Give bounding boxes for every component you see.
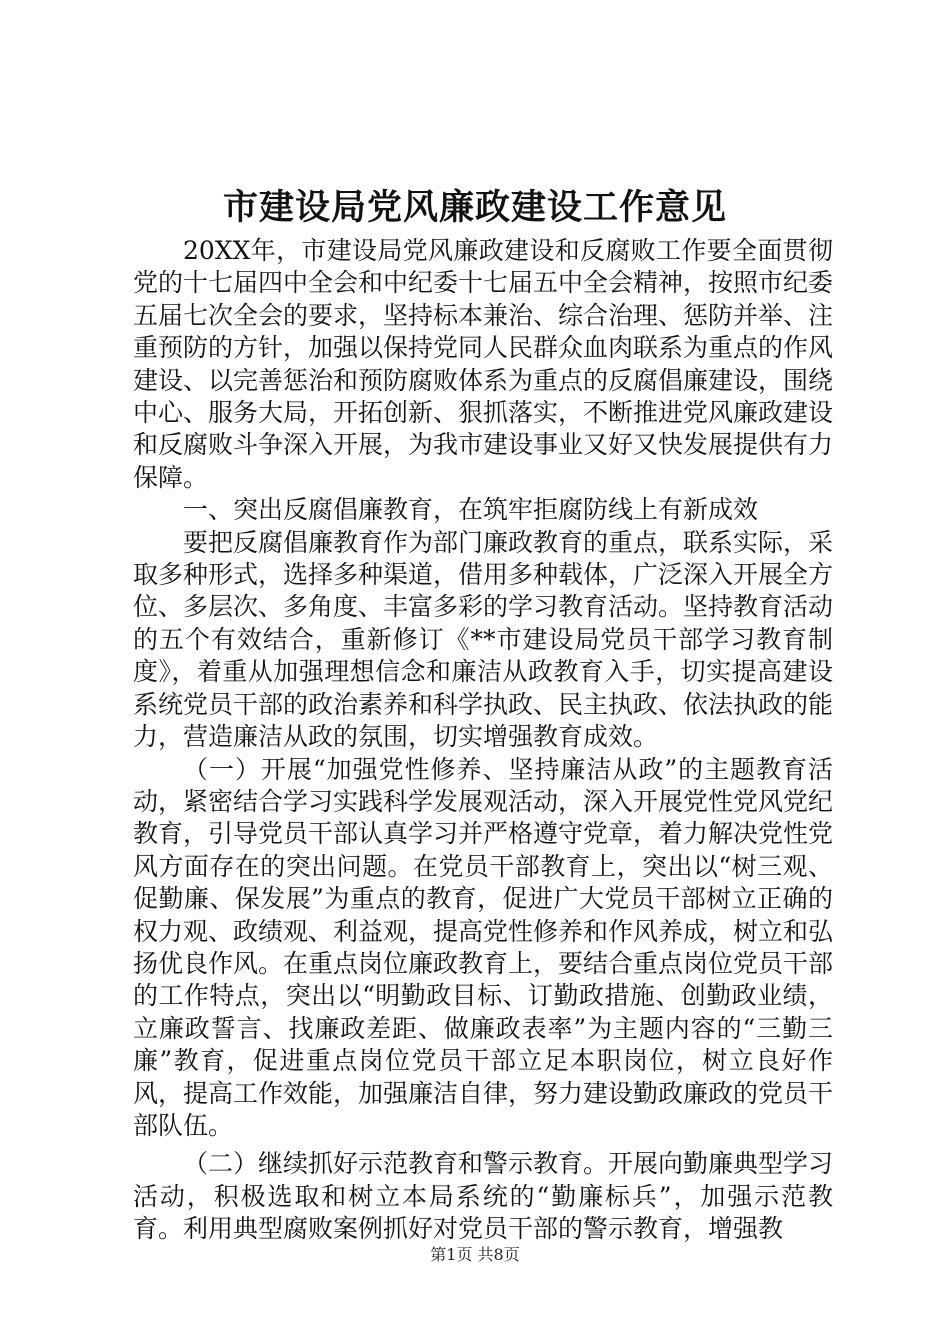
section-heading-1: 一、突出反腐倡廉教育，在筑牢拒腐防线上有新成效	[183, 495, 759, 525]
intro-paragraph: 20XX年，市建设局党风廉政建设和反腐败工作要全面贯彻党的十七届四中全会和中纪委十七届五中全会精神，按照市纪委五届七次全会的要求，坚持标本兼治、综合治理、惩防并举、注重预防的方针，加强以保持党同人民群众血肉联系为重点的作风建设、以完善惩治和预防腐败体系为重点的反腐倡廉建设，围绕中心、服务大局，开拓创新、狠抓落实，不断推进党风廉政建设和反腐败斗争深入开展，为我市建设事业又好又快发展提供有力保障。	[133, 236, 834, 492]
subsection-2-paragraph: （二）继续抓好示范教育和警示教育。开展向勤廉典型学习活动，积极选取和树立本局系统的“勤廉标兵”，加强示范教育。利用典型腐败案例抓好对党员干部的警示教育，增强教	[133, 1149, 834, 1244]
page-number-footer: 第1页 共8页	[430, 1245, 520, 1264]
document-title: 市建设局党风廉政建设工作意见	[222, 187, 727, 228]
subsection-1-paragraph: （一）开展“加强党性修养、坚持廉洁从政”的主题教育活动，紧密结合学习实践科学发展观活动，深入开展党性党风党纪教育，引导党员干部认真学习并严格遵守党章，着力解决党性党风方面存在的突出问题。在党员干部教育上，突出以“树三观、促勤廉、保发展”为重点的教育，促进广大党员干部树立正确的权力观、政绩观、利益观，提高党性修养和作风养成，树立和弘扬优良作风。在重点岗位廉政教育上，要结合重点岗位党员干部的工作特点，突出以“明勤政目标、订勤政措施、创勤政业绩，立廉政誓言、找廉政差距、做廉政表率”为主题内容的“三勤三廉”教育，促进重点岗位党员干部立足本职岗位，树立良好作风，提高工作效能，加强廉洁自律，努力建设勤政廉政的党员干部队伍。	[133, 754, 834, 1140]
document-body	[133, 235, 833, 1246]
section-1-paragraph: 要把反腐倡廉教育作为部门廉政教育的重点，联系实际，采取多种形式，选择多种渠道，借用多种载体，广泛深入开展全方位、多层次、多角度、丰富多彩的学习教育活动。坚持教育活动的五个有效结合，重新修订《**市建设局党员干部学习教育制度》，着重从加强理想信念和廉洁从政教育入手，切实提高建设系统党员干部的政治素养和科学执政、民主执政、依法执政的能力，营造廉洁从政的氛围，切实增强教育成效。	[133, 527, 834, 752]
